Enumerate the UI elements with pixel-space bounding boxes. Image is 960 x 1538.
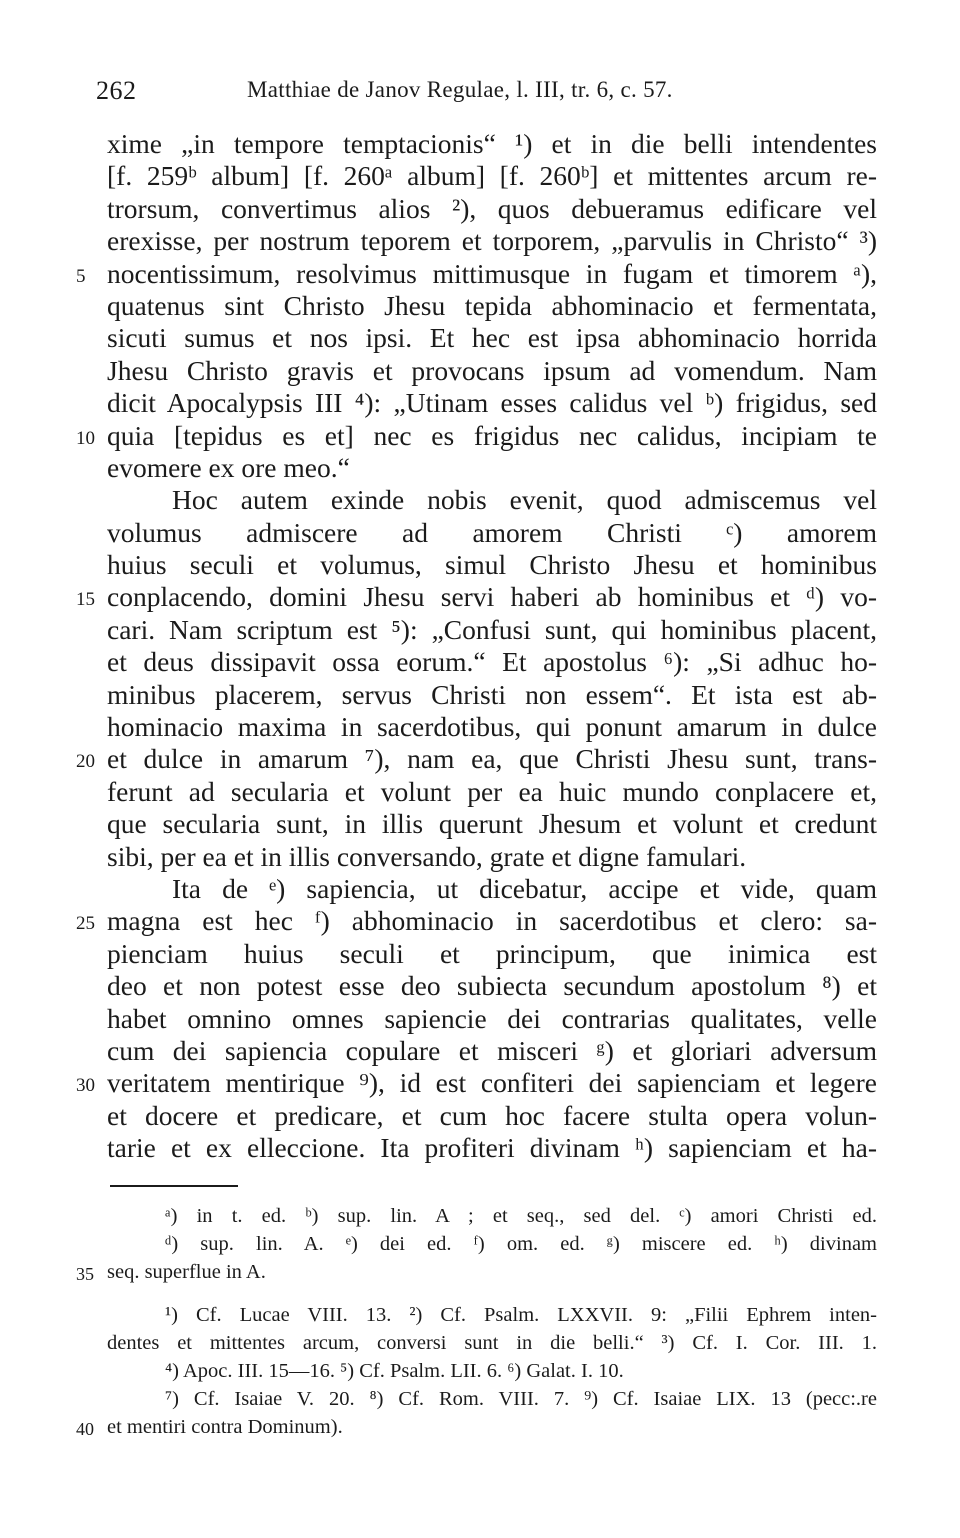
line-text: sibi, per ea et in illis conversando, grate et digne famulari.	[107, 840, 747, 872]
line-number: 5	[76, 265, 86, 287]
line-number: 15	[76, 589, 95, 611]
text-line	[0, 517, 960, 549]
line-text: conplacendo, domini Jhesu servi haberi ab hominibus et ᵈ) vo-	[107, 581, 877, 613]
note-text: ⁷) Cf. Isaiae V. 20. ⁸) Cf. Rom. VIII. 7. ⁹) Cf. Isaiae LIX. 13 (pecc:.re	[165, 1387, 877, 1410]
text-line	[0, 905, 960, 937]
text-line	[0, 355, 960, 387]
line-text: Jhesu Christo gravis et provocans ipsum ad vomendum. Nam	[107, 354, 877, 386]
textual-note-line	[0, 1231, 960, 1259]
paragraph-start-line	[0, 873, 960, 905]
line-text: hominacio maxima in sacerdotibus, qui ponunt amarum in dulce	[107, 711, 877, 743]
text-line	[0, 679, 960, 711]
text-line	[0, 581, 960, 613]
line-text: ferunt ad secularia et volunt per ea huic mundo conplacere et,	[107, 775, 877, 807]
source-note-line	[0, 1414, 960, 1442]
text-line	[0, 420, 960, 452]
text-line	[0, 808, 960, 840]
text-line	[0, 841, 960, 873]
text-line	[0, 258, 960, 290]
page-number: 262	[96, 76, 137, 105]
line-number: 35	[76, 1263, 94, 1284]
line-text: et docere et predicare, et cum hoc facere stulta opera volun-	[107, 1099, 877, 1131]
note-text: ᵃ) in t. ed. ᵇ) sup. lin. A ; et seq., sed del. ᶜ) amori Christi ed.	[165, 1205, 877, 1227]
line-text: [f. 259ᵇ album] [f. 260ᵃ album] [f. 260ᵇ] et mittentes arcum re-	[107, 160, 877, 192]
line-text: que secularia sunt, in illis querunt Jhesum et volunt et credunt	[107, 808, 877, 840]
line-text: volumus admiscere ad amorem Christi ᶜ) amorem	[107, 516, 877, 548]
line-text: cum dei sapiencia copulare et misceri ᵍ) et gloriari adversum	[107, 1034, 877, 1066]
note-text: ¹) Cf. Lucae VIII. 13. ²) Cf. Psalm. LXXVII. 9: „Filii Ephrem inten-	[165, 1304, 877, 1327]
paragraph-start-line	[0, 484, 960, 516]
text-line	[0, 1067, 960, 1099]
footnote-divider	[110, 1185, 238, 1187]
text-line	[0, 711, 960, 743]
text-line	[0, 290, 960, 322]
text-line	[0, 160, 960, 192]
page-header	[0, 70, 960, 110]
line-text: veritatem mentirique ⁹), id est confiteri dei sapienciam et legere	[107, 1067, 877, 1099]
note-text: et mentiri contra Dominum).	[107, 1415, 343, 1438]
running-title: Matthiae de Janov Regulae, l. III, tr. 6, c. 57.	[247, 77, 673, 102]
line-text: dicit Apocalypsis III ⁴): „Utinam esses calidus vel ᵇ) frigidus, sed	[107, 387, 877, 419]
line-text: et dulce in amarum ⁷), nam ea, que Christi Jhesu sunt, trans-	[107, 743, 877, 775]
text-line	[0, 452, 960, 484]
line-text: huius seculi et volumus, simul Christo Jhesu et hominibus	[107, 549, 877, 581]
note-text: seq. superflue in A.	[107, 1260, 266, 1283]
line-text: evomere ex ore meo.“	[107, 451, 350, 483]
line-text: pienciam huius seculi et principum, que inimica est	[107, 937, 877, 969]
note-text: dentes et mittentes arcum, conversi sunt in die belli.“ ³) Cf. I. Cor. III. 1.	[107, 1332, 877, 1355]
text-line	[0, 128, 960, 160]
textual-note-line	[0, 1203, 960, 1231]
line-text: nocentissimum, resolvimus mittimusque in fugam et timorem ᵃ),	[107, 257, 877, 289]
line-text: et deus dissipavit ossa eorum.“ Et apostolus ⁶): „Si adhuc ho-	[107, 646, 877, 678]
line-text: quia [tepidus es et] nec es frigidus nec calidus, incipiam te	[107, 419, 877, 451]
line-text: trorsum, convertimus alios ²), quos debueramus edificare vel	[107, 192, 877, 224]
text-line	[0, 776, 960, 808]
line-text: cari. Nam scriptum est ⁵): „Confusi sunt, qui hominibus placent,	[107, 613, 877, 645]
line-number: 20	[76, 751, 95, 773]
line-text: minibus placerem, servus Christi non essem“. Et ista est ab-	[107, 678, 877, 710]
note-text: ⁴) Apoc. III. 15—16. ⁵) Cf. Psalm. LII. 6. ⁶) Galat. I. 10.	[165, 1359, 624, 1382]
textual-note-line	[0, 1259, 960, 1287]
text-line	[0, 646, 960, 678]
line-text: deo et non potest esse deo subiecta secundum apostolum ⁸) et	[107, 970, 877, 1002]
source-note-line	[0, 1386, 960, 1414]
footnotes	[0, 1203, 960, 1441]
source-note-line	[0, 1330, 960, 1358]
line-text: Ita de ᵉ) sapiencia, ut dicebatur, accipe et vide, quam	[172, 872, 877, 904]
text-line	[0, 322, 960, 354]
line-text: Hoc autem exinde nobis evenit, quod admiscemus vel	[172, 484, 877, 516]
note-text: ᵈ) sup. lin. A. ᵉ) dei ed. ᶠ) om. ed. ᵍ) miscere ed. ʰ) divinam	[165, 1232, 877, 1255]
line-text: xime „in tempore temptacionis“ ¹) et in die belli intendentes	[107, 128, 877, 159]
text-line	[0, 1003, 960, 1035]
line-text: erexisse, per nostrum teporem et torporem, „parvulis in Christo“ ³)	[107, 225, 877, 257]
line-number: 40	[76, 1418, 94, 1439]
source-note-line	[0, 1358, 960, 1386]
text-line	[0, 1035, 960, 1067]
text-line	[0, 743, 960, 775]
text-line	[0, 225, 960, 257]
text-line	[0, 1132, 960, 1164]
text-line	[0, 387, 960, 419]
text-line	[0, 193, 960, 225]
source-note-line	[0, 1302, 960, 1330]
line-text: tarie et ex elleccione. Ita profiteri divinam ʰ) sapienciam et ha-	[107, 1132, 877, 1164]
line-text: habet omnino omnes sapiencie dei contrarias qualitates, velle	[107, 1002, 877, 1034]
line-text: sicuti sumus et nos ipsi. Et hec est ipsa abhominacio horrida	[107, 322, 877, 354]
line-text: magna est hec ᶠ) abhominacio in sacerdotibus et clero: sa-	[107, 905, 877, 937]
text-line	[0, 549, 960, 581]
main-text	[0, 128, 960, 1165]
text-line	[0, 614, 960, 646]
line-number: 30	[76, 1075, 95, 1097]
text-line	[0, 1100, 960, 1132]
line-number: 10	[76, 427, 95, 449]
text-line	[0, 938, 960, 970]
text-line	[0, 970, 960, 1002]
line-number: 25	[76, 913, 95, 935]
line-text: quatenus sint Christo Jhesu tepida abhominacio et fermentata,	[107, 289, 877, 321]
notes-gap	[0, 1286, 960, 1302]
